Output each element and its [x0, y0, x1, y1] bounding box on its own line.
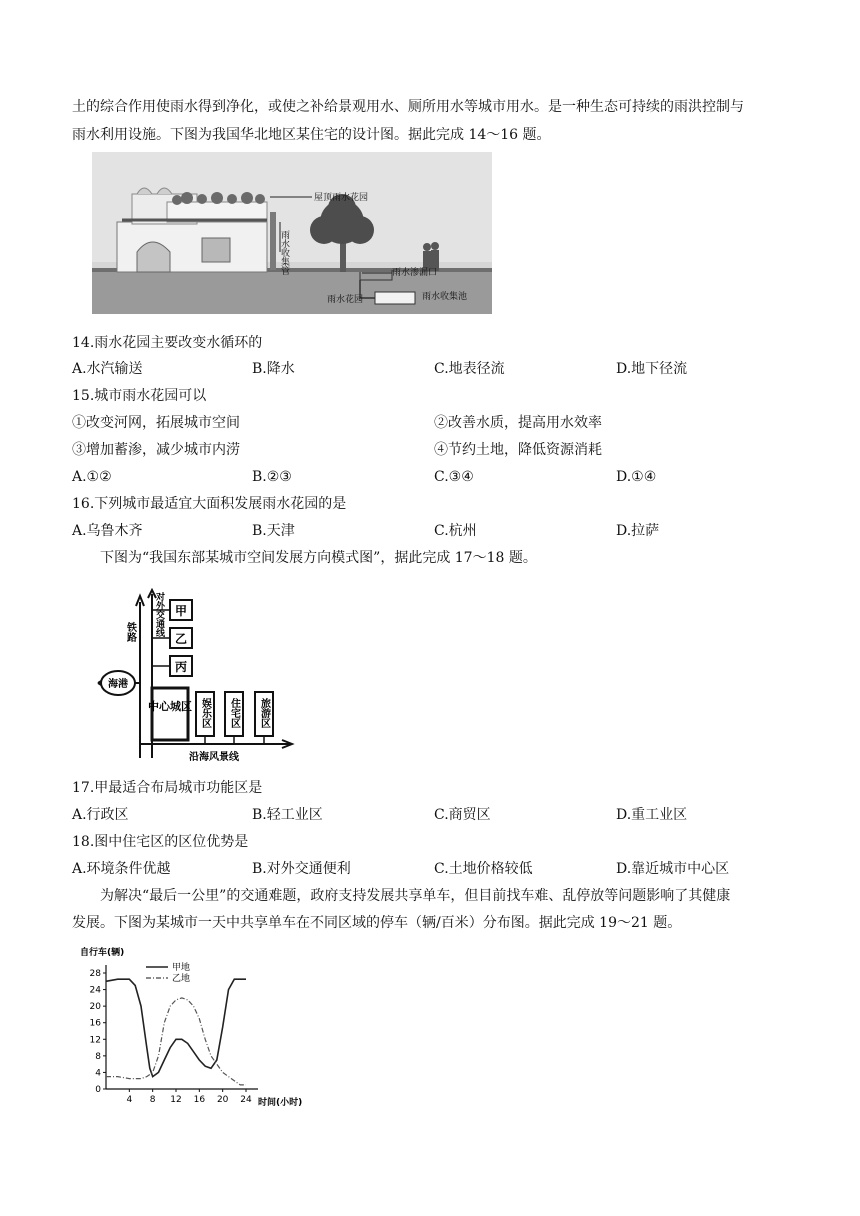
q15-option-b[interactable]: B.②③	[252, 469, 292, 485]
y-tick-label: 28	[89, 969, 101, 979]
legend-jia-label: 甲地	[172, 963, 191, 973]
chart-xlabel: 时间(小时)	[258, 1098, 303, 1108]
zone-residential: 住宅区	[228, 698, 240, 728]
coast-label: 沿海风景线	[189, 752, 239, 763]
x-tick-label: 24	[240, 1095, 252, 1105]
x-tick-label: 12	[170, 1095, 182, 1105]
y-tick-label: 4	[95, 1068, 101, 1079]
q15-stem: 15.城市雨水花园可以	[72, 388, 207, 404]
q18-option-d[interactable]: D.靠近城市中心区	[616, 861, 730, 877]
q14-option-b[interactable]: B.降水	[252, 361, 295, 377]
box-bing: 丙	[174, 660, 188, 674]
q14-option-d[interactable]: D.地下径流	[616, 361, 688, 377]
chart-ylabel: 自行车(辆)	[80, 948, 125, 958]
label-seep-outlet: 雨水渗漏口	[392, 268, 438, 278]
zone-entertainment: 娱乐区	[199, 698, 211, 728]
q15-item-1: ①改变河网，拓展城市空间	[72, 415, 240, 431]
q15-item-2: ②改善水质，提高用水效率	[434, 415, 602, 431]
y-tick-label: 12	[89, 1035, 101, 1046]
x-tick-label: 20	[216, 1095, 229, 1105]
box-jia: 甲	[174, 604, 188, 618]
y-tick-label: 16	[89, 1018, 101, 1029]
y-tick-label: 8	[95, 1051, 101, 1062]
q17-option-c[interactable]: C.商贸区	[434, 807, 491, 823]
q16-option-b[interactable]: B.天津	[252, 523, 295, 539]
center-label: 中心城区	[148, 700, 192, 713]
x-tick-label: 16	[193, 1095, 206, 1105]
q16-stem: 16.下列城市最适宜大面积发展雨水花园的是	[72, 496, 347, 512]
port-label: 海港	[108, 679, 128, 690]
q15-option-c[interactable]: C.③④	[434, 469, 474, 485]
q18-option-c[interactable]: C.土地价格较低	[434, 861, 533, 877]
q14-option-c[interactable]: C.地表径流	[434, 361, 505, 377]
q17-option-d[interactable]: D.重工业区	[616, 807, 688, 823]
q18-stem: 18.图中住宅区的区位优势是	[72, 834, 249, 850]
rail-label: 铁路	[124, 622, 136, 642]
label-collect-pipe: 雨水收集管	[279, 230, 289, 275]
q17-option-b[interactable]: B.轻工业区	[252, 807, 323, 823]
label-rain-garden: 雨水花园	[327, 295, 364, 305]
y-tick-label: 0	[95, 1085, 101, 1095]
intro3-line-1: 为解决“最后一公里”的交通难题，政府支持发展共享单车，但目前找车难、乱停放等问题影响了其健康	[100, 888, 731, 904]
y-tick-label: 20	[89, 1002, 101, 1013]
q16-option-d[interactable]: D.拉萨	[616, 523, 660, 539]
intro2: 下图为“我国东部某城市空间发展方向模式图”，据此完成 17～18 题。	[100, 550, 537, 566]
q15-option-a[interactable]: A.①②	[72, 469, 112, 485]
label-collect-pool: 雨水收集池	[422, 292, 468, 302]
q15-option-d[interactable]: D.①④	[616, 469, 657, 485]
x-tick-label: 4	[126, 1095, 133, 1105]
q16-option-c[interactable]: C.杭州	[434, 523, 477, 539]
q16-option-a[interactable]: A.乌鲁木齐	[72, 523, 143, 539]
intro-line-1: 土的综合作用使雨水得到净化，或使之补给景观用水、厕所用水等城市用水。是一种生态可持续的雨洪控制与	[72, 99, 744, 115]
intro3-line-2: 发展。下图为某城市一天中共享单车在不同区域的停车（辆/百米）分布图。据此完成 19～21 题。	[72, 915, 682, 931]
q14-stem: 14.雨水花园主要改变水循环的	[72, 335, 263, 351]
q15-item-3: ③增加蓄渗，减少城市内涝	[72, 442, 240, 458]
traffic-label: 对外交通线	[154, 592, 164, 637]
intro-line-2: 雨水利用设施。下图为我国华北地区某住宅的设计图。据此完成 14～16 题。	[72, 127, 551, 143]
bike-parking-chart	[78, 945, 318, 1115]
q17-stem: 17.甲最适合布局城市功能区是	[72, 780, 263, 796]
house-design-photo	[92, 152, 492, 314]
y-tick-label: 24	[89, 985, 101, 996]
q15-item-4: ④节约土地，降低资源消耗	[434, 442, 602, 458]
box-yi: 乙	[174, 632, 188, 646]
q18-option-a[interactable]: A.环境条件优越	[72, 861, 171, 877]
x-tick-label: 8	[149, 1095, 156, 1105]
zone-tourism: 旅游区	[258, 698, 270, 728]
label-roof-garden: 屋顶雨水花园	[314, 193, 369, 203]
q14-option-a[interactable]: A.水汽输送	[72, 361, 143, 377]
q18-option-b[interactable]: B.对外交通便利	[252, 861, 351, 877]
legend-yi-label: 乙地	[172, 974, 191, 984]
city-spatial-model-diagram	[82, 588, 300, 770]
q17-option-a[interactable]: A.行政区	[72, 807, 129, 823]
series-line-jia	[106, 979, 246, 1076]
